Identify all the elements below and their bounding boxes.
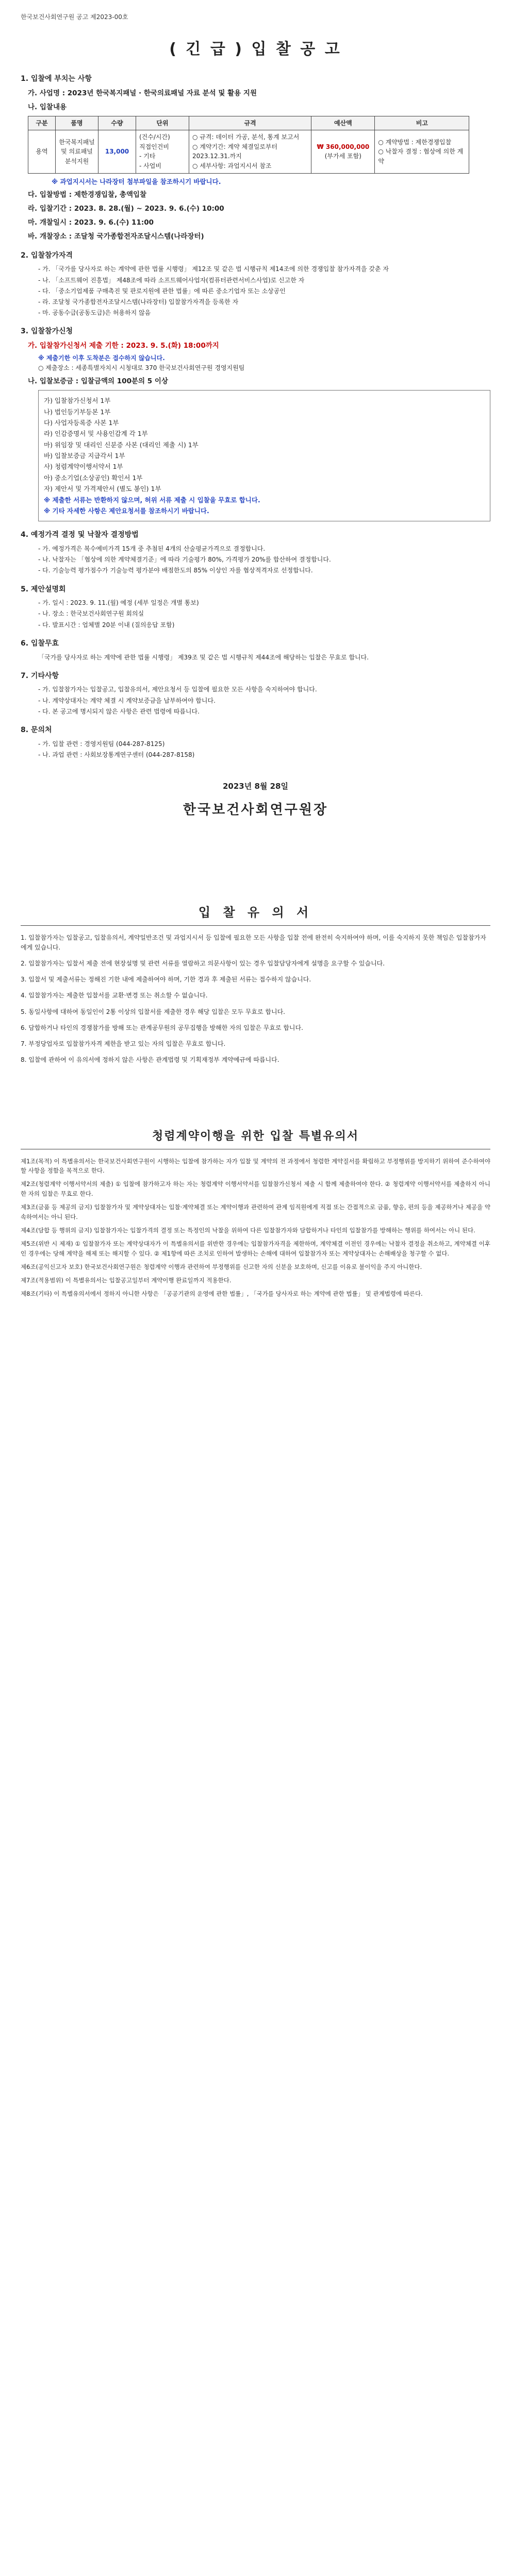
reference-number: 한국보건사회연구원 공고 제2023-00호 <box>21 13 128 21</box>
list-item: - 다. 발표시간 : 업체별 20분 이내 (질의응답 포함) <box>38 620 490 630</box>
section-2-heading: 2. 입찰참가자격 <box>21 251 73 260</box>
cell-note: ○ 계약방법 : 제한경쟁입찰 ○ 낙찰자 결정 : 협상에 의한 계약 <box>375 130 469 173</box>
notice-item: 3. 입찰서 및 제출서류는 정해진 기한 내에 제출하여야 하며, 기한 경과 후 제출된 서류는 접수하지 않습니다. <box>21 976 311 984</box>
section-6-heading: 6. 입찰무효 <box>21 639 59 648</box>
presentation-list <box>38 598 490 630</box>
list-item: - 마. 공동수급(공동도급)은 허용하지 않음 <box>38 308 490 318</box>
eligibility-list <box>38 264 490 318</box>
pledge-article: 제8조(기타) 이 특별유의서에서 정하지 아니한 사항은 「공공기관의 운영에 관한 법률」, 「국가를 당사자로 하는 계약에 관한 법률」 및 관계법령에 따른다. <box>21 1290 423 1298</box>
pledge-article: 제2조(청렴계약 이행서약서의 제출) ① 입찰에 참가하고자 하는 자는 청렴계약 이행서약서를 입찰참가신청서 제출 시 함께 제출하여야 한다. ② 청렴계약 이행서약서를 제출하지 아니한 자의 입찰은 무효로 한다. <box>21 1180 490 1198</box>
notice-item: 2. 입찰참가자는 입찰서 제출 전에 현장설명 및 관련 서류를 열람하고 의문사항이 있는 경우 입찰담당자에게 설명을 요구할 수 있습니다. <box>21 960 385 968</box>
list-item: - 다. 본 공고에 명시되지 않은 사항은 관련 법령에 따릅니다. <box>38 707 490 717</box>
bid-notice-title: 입 찰 유 의 서 <box>198 905 313 920</box>
notice-item: 4. 입찰참가자는 제출한 입찰서를 교환·변경 또는 취소할 수 없습니다. <box>21 992 208 999</box>
th-spec: 규격 <box>189 116 311 130</box>
notice-item: 5. 동일사항에 대하여 동일인이 2통 이상의 입찰서를 제출한 경우 해당 입찰은 모두 무효로 합니다. <box>21 1008 285 1015</box>
pledge-article: 제3조(금품 등 제공의 금지) 입찰참가자 및 계약상대자는 입찰·계약체결 또는 계약이행과 관련하여 관계 임직원에게 직접 또는 간접적으로 금품, 향응, 편의 등을 제공하거나 제공을 약속하여서는 아니 된다. <box>21 1204 490 1221</box>
doc-item: 자) 제안서 및 가격제안서 (별도 봉인) 1부 <box>44 485 161 493</box>
list-item: - 가. 「국가를 당사자로 하는 계약에 관한 법률 시행령」 제12조 및 같은 법 시행규칙 제14조에 의한 경쟁입찰 참가자격을 갖춘 자 <box>38 264 490 274</box>
notice-item: 7. 부정당업자로 입찰참가자격 제한을 받고 있는 자의 입찰은 무효로 합니다. <box>21 1040 226 1048</box>
submission-place: ○ 제출장소 : 세종특별자치시 시청대로 370 한국보건사회연구원 경영지원팀 <box>38 364 245 372</box>
bid-content-label: 나. 입찰내용 <box>28 103 67 111</box>
th-note: 비고 <box>375 116 469 130</box>
th-kind: 구분 <box>28 116 56 130</box>
budget-note: (부가세 포함) <box>324 152 361 160</box>
contact-list <box>38 739 490 760</box>
doc-item: 다) 사업자등록증 사본 1부 <box>44 418 119 427</box>
section-7-heading: 7. 기타사항 <box>21 671 59 680</box>
doc-item: 라) 인감증명서 및 사용인감계 각 1부 <box>44 430 148 438</box>
integrity-pledge-title: 청렴계약이행을 위한 입찰 특별유의서 <box>152 1130 359 1143</box>
list-item: - 가. 예정가격은 복수예비가격 15개 중 추첨된 4개의 산술평균가격으로 결정합니다. <box>38 544 490 554</box>
list-item: - 나. 낙찰자는 「협상에 의한 계약체결기준」에 따라 기술평가 80%, 가격평가 20%를 합산하여 결정합니다. <box>38 555 490 565</box>
th-qty: 수량 <box>98 116 136 130</box>
notice-item: 6. 담합하거나 타인의 경쟁참가를 방해 또는 관계공무원의 공무집행을 방해한 자의 입찰은 무효로 합니다. <box>21 1024 303 1031</box>
doc-note: ※ 기타 자세한 사항은 제안요청서를 참조하시기 바랍니다. <box>44 506 209 515</box>
table-row <box>28 130 469 173</box>
pledge-article: 제7조(적용범위) 이 특별유의서는 입찰공고일부터 계약이행 완료일까지 적용한다. <box>21 1277 232 1284</box>
cell-spec: ○ 규격: 데이터 가공, 분석, 통계 보고서 ○ 계약기간: 계약 체결일로부터 2023.12.31.까지 ○ 세부사항: 과업지시서 참조 <box>189 130 311 173</box>
bid-notice-body <box>21 933 490 1065</box>
divider <box>21 925 490 926</box>
bid-period: 라. 입찰기간 : 2023. 8. 28.(월) ~ 2023. 9. 6.(수) 10:00 <box>28 204 224 213</box>
list-item: - 라. 조달청 국가종합전자조달시스템(나라장터) 입찰참가자격을 등록한 자 <box>38 297 490 307</box>
doc-item: 마) 위임장 및 대리인 신분증 사본 (대리인 제출 시) 1부 <box>44 440 199 449</box>
list-item: - 가. 입찰 관련 : 경영지원팀 (044-287-8125) <box>38 739 490 749</box>
list-item: - 가. 입찰참가자는 입찰공고, 입찰유의서, 제안요청서 등 입찰에 필요한 모든 사항을 숙지하여야 합니다. <box>38 685 490 694</box>
doc-item: 아) 중소기업(소상공인) 확인서 1부 <box>44 473 143 482</box>
opening-place: 바. 개찰장소 : 조달청 국가종합전자조달시스템(나라장터) <box>28 232 204 241</box>
pledge-article: 제6조(공익신고자 보호) 한국보건사회연구원은 청렴계약 이행과 관련하여 부정행위를 신고한 자의 신분을 보호하며, 신고를 이유로 불이익을 주지 아니한다. <box>21 1263 422 1271</box>
list-item: - 나. 계약상대자는 계약 체결 시 계약보증금을 납부하여야 합니다. <box>38 696 490 706</box>
cell-qty: 13,000 <box>98 130 136 173</box>
list-item: - 다. 기술능력 평가점수가 기술능력 평가분야 배점한도의 85% 이상인 자를 협상적격자로 선정합니다. <box>38 566 490 575</box>
section-5-heading: 5. 제안설명회 <box>21 585 66 594</box>
th-budget: 예산액 <box>311 116 375 130</box>
list-item: - 다. 「중소기업제품 구매촉진 및 판로지원에 관한 법률」에 따른 중소기업자 또는 소상공인 <box>38 286 490 296</box>
required-documents-box <box>38 390 490 521</box>
section-1-heading: 1. 입찰에 부치는 사항 <box>21 75 92 83</box>
bid-overview-table <box>28 116 469 174</box>
th-unit: 단위 <box>136 116 189 130</box>
cell-name: 한국복지패널 및 의료패널 분석지원 <box>56 130 98 173</box>
integrity-pledge-body <box>21 1157 490 1299</box>
section-4-heading: 4. 예정가격 결정 및 낙찰자 결정방법 <box>21 531 139 539</box>
doc-note: ※ 제출한 서류는 반환하지 않으며, 허위 서류 제출 시 입찰을 무효로 합니다. <box>44 496 260 504</box>
section-8-heading: 8. 문의처 <box>21 725 52 734</box>
list-item: - 나. 「소프트웨어 진흥법」 제48조에 따라 소프트웨어사업자(컴퓨터관련서비스사업)로 신고한 자 <box>38 276 490 285</box>
invalid-bid-text: 「국가를 당사자로 하는 계약에 관한 법률 시행령」 제39조 및 같은 법 시행규칙 제44조에 해당하는 입찰은 무효로 합니다. <box>38 653 369 661</box>
doc-item: 가) 입찰참가신청서 1부 <box>44 397 111 405</box>
misc-list <box>38 685 490 717</box>
cell-budget <box>311 130 375 173</box>
cell-kind: 용역 <box>28 130 56 173</box>
bid-method: 다. 입찰방법 : 제한경쟁입찰, 총액입찰 <box>28 190 147 199</box>
notice-item: 1. 입찰참가자는 입찰공고, 입찰유의서, 계약일반조건 및 과업지시서 등 입찰에 필요한 모든 사항을 입찰 전에 완전히 숙지하여야 하며, 이를 숙지하지 못한 책임은 입찰참가자에게 있습니다. <box>21 934 486 951</box>
pledge-article: 제1조(목적) 이 특별유의서는 한국보건사회연구원이 시행하는 입찰에 참가하는 자가 입찰 및 계약의 전 과정에서 청렴한 계약질서를 확립하고 부정행위를 방지하기 위하여 준수하여야 할 사항을 정함을 목적으로 한다. <box>21 1157 490 1175</box>
deadline-note: ※ 제출기한 이후 도착분은 접수하지 않습니다. <box>38 354 165 362</box>
bid-deposit: 나. 입찰보증금 : 입찰금액의 100분의 5 이상 <box>28 377 168 386</box>
doc-item: 바) 입찰보증금 지급각서 1부 <box>44 452 125 460</box>
issuing-organization: 한국보건사회연구원장 <box>183 802 328 818</box>
budget-amount: ₩ 360,000,000 <box>317 143 370 150</box>
section-3-heading: 3. 입찰참가신청 <box>21 327 73 336</box>
list-item: - 가. 일시 : 2023. 9. 11.(월) 예정 (세부 일정은 개별 통보) <box>38 598 490 608</box>
list-item: - 나. 과업 관련 : 사회보장통계연구센터 (044-287-8158) <box>38 750 490 760</box>
doc-item: 나) 법인등기부등본 1부 <box>44 408 111 416</box>
page-title: ( 긴 급 ) 입 찰 공 고 <box>169 40 342 58</box>
list-item: - 나. 장소 : 한국보건사회연구원 회의실 <box>38 609 490 619</box>
doc-item: 사) 청렴계약이행서약서 1부 <box>44 463 123 471</box>
pledge-article: 제5조(위반 시 제재) ① 입찰참가자 또는 계약상대자가 이 특별유의서를 위반한 경우에는 입찰참가자격을 제한하며, 계약체결 이전인 경우에는 낙찰자 결정을 취소하고, 계약체결 이후인 경우에는 당해 계약을 해제 또는 해지할 수 있다. ② 제1항에 따른 조치로 인하여 발생하는 손해에 대하여 입찰참가자 또는 계약상대자는 손해배상을 청구할 수 없다. <box>21 1240 490 1258</box>
notice-item: 8. 입찰에 관하여 이 유의서에 정하지 않은 사항은 관계법령 및 기획재정부 계약예규에 따릅니다. <box>21 1056 279 1064</box>
th-name: 품명 <box>56 116 98 130</box>
deadline-line: 가. 입찰참가신청서 제출 기한 : 2023. 9. 5.(화) 18:00까지 <box>28 341 219 350</box>
award-method-list <box>38 544 490 576</box>
cell-unit: (건수/시간) 직접인건비 - 기타 - 사업비 <box>136 130 189 173</box>
table-footnote: ※ 과업지시서는 나라장터 첨부파일을 참조하시기 바랍니다. <box>52 177 221 185</box>
pledge-article: 제4조(담합 등 행위의 금지) 입찰참가자는 입찰가격의 결정 또는 특정인의 낙찰을 위하여 다른 입찰참가자와 담합하거나 타인의 입찰참가를 방해하는 행위를 하여서는 아니 된다. <box>21 1227 475 1234</box>
project-name: 가. 사업명 : 2023년 한국복지패널 · 한국의료패널 자료 분석 및 활용 지원 <box>28 89 257 97</box>
announcement-date: 2023년 8월 28일 <box>223 782 288 791</box>
opening-datetime: 마. 개찰일시 : 2023. 9. 6.(수) 11:00 <box>28 218 154 227</box>
